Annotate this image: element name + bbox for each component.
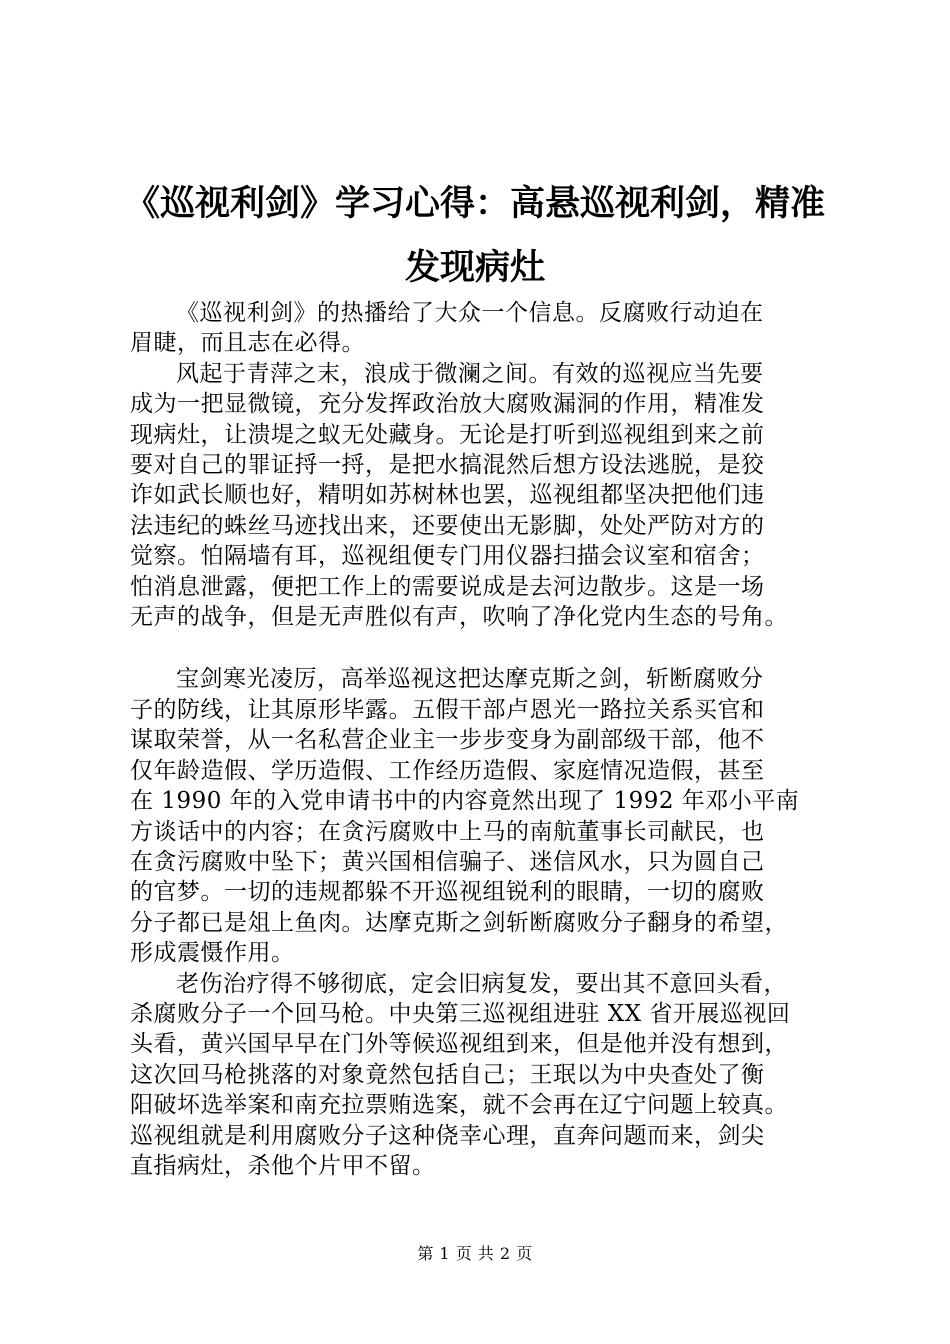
paragraph-2 xyxy=(130,359,850,633)
document-title xyxy=(100,172,850,300)
text-line: 风起于青萍之末，浪成于微澜之间。有效的巡视应当先要 xyxy=(176,360,764,387)
paragraph-3 xyxy=(130,664,850,968)
page-footer: 第 1 页 共 2 页 xyxy=(417,1244,533,1263)
text-line: 巡视组就是利用腐败分子这种侥幸心理，直奔问题而来，剑尖 xyxy=(130,1122,765,1149)
text-line: 怕消息泄露，便把工作上的需要说成是去河边散步。这是一场 xyxy=(130,573,765,600)
text-line: 《巡视利剑》的热播给了大众一个信息。反腐败行动迫在 xyxy=(176,300,764,326)
text-line: 子的防线，让其原形毕露。五假干部卢恩光一路拉关系买官和 xyxy=(130,696,765,723)
text-line: 要对自己的罪证捋一捋，是把水搞混然后想方设法逃脱，是狡 xyxy=(130,452,765,479)
text-line: 分子都已是俎上鱼肉。达摩克斯之剑斩断腐败分子翻身的希望， xyxy=(130,909,788,936)
paragraph-1 xyxy=(130,298,850,359)
title-line: 《巡视利剑》学习心得：高悬巡视利剑，精准 xyxy=(124,184,825,224)
text-line: 方谈话中的内容；在贪污腐败中上马的南航董事长司献民，也 xyxy=(130,818,765,845)
text-line: 的官梦。一切的违规都躲不开巡视组锐利的眼睛，一切的腐败 xyxy=(130,879,765,906)
paragraph-gap xyxy=(130,632,850,664)
text-line: 在 1990 年的入党申请书中的内容竟然出现了 1992 年邓小平南 xyxy=(130,788,800,815)
text-line: 觉察。怕隔墙有耳，巡视组便专门用仪器扫描会议室和宿舍； xyxy=(130,543,765,570)
text-line: 直指病灶，杀他个片甲不留。 xyxy=(130,1152,436,1179)
text-line: 宝剑寒光凌厉，高举巡视这把达摩克斯之剑，斩断腐败分 xyxy=(176,666,764,693)
document-body xyxy=(130,298,850,1181)
text-line: 头看，黄兴国早早在门外等候巡视组到来，但是他并没有想到， xyxy=(130,1031,788,1058)
text-line: 仅年龄造假、学历造假、工作经历造假、家庭情况造假，甚至 xyxy=(130,757,765,784)
text-line: 无声的战争，但是无声胜似有声，吹响了净化党内生态的号角。 xyxy=(130,604,788,631)
text-line: 法违纪的蛛丝马迹找出来，还要使出无影脚，处处严防对方的 xyxy=(130,512,765,539)
title-line: 发现病灶 xyxy=(404,248,545,288)
text-line: 形成震慑作用。 xyxy=(130,940,295,967)
text-line: 杀腐败分子一个回马枪。中央第三巡视组进驻 XX 省开展巡视回 xyxy=(130,1000,791,1027)
text-line: 在贪污腐败中坠下；黄兴国相信骗子、迷信风水，只为圆自己 xyxy=(130,848,765,875)
text-line: 这次回马枪挑落的对象竟然包括自己；王珉以为中央查处了衡 xyxy=(130,1061,765,1088)
text-line: 谋取荣誉，从一名私营企业主一步步变身为副部级干部，他不 xyxy=(130,727,765,754)
text-line: 诈如武长顺也好，精明如苏树林也罢，巡视组都坚决把他们违 xyxy=(130,482,765,509)
text-line: 眉睫，而且志在必得。 xyxy=(130,330,365,357)
paragraph-4 xyxy=(130,969,850,1182)
text-line: 现病灶，让溃堤之蚁无处藏身。无论是打听到巡视组到来之前 xyxy=(130,421,765,448)
text-line: 老伤治疗得不够彻底，定会旧病复发，要出其不意回头看， xyxy=(176,970,787,997)
text-line: 阳破坏选举案和南充拉票贿选案，就不会再在辽宁问题上较真。 xyxy=(130,1092,788,1119)
text-line: 成为一把显微镜，充分发挥政治放大腐败漏洞的作用，精准发 xyxy=(130,391,765,418)
